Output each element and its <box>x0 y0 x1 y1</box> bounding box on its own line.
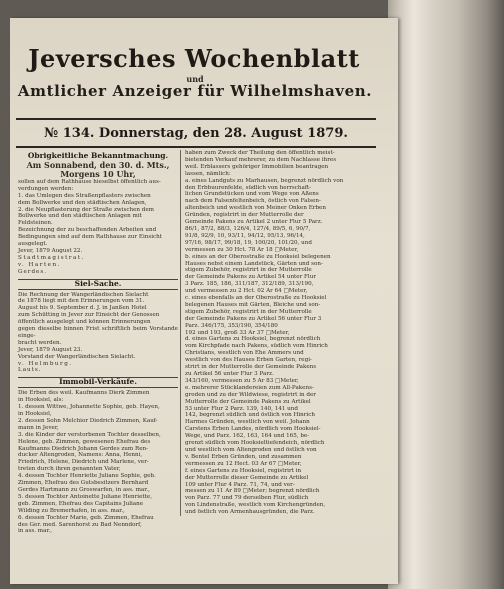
text-line: 6. dessen Tochter Marie, geb. Zimmen, Ehefrau <box>18 514 154 521</box>
text-line: Wilding zu Bremerhafen, in ass. mar., <box>18 507 125 514</box>
text-line: 3. die Kinder der verstorbenen Tochter desselben, <box>18 431 161 438</box>
text-line: Christians, westlich von Ehe Ammers und <box>185 350 304 357</box>
text-line: messen zu 11 Ar 89 □Meter; begrenzt nördlich <box>185 488 320 495</box>
text-line: in Hooksiel, <box>18 411 52 417</box>
text-line: Bollwerke und den städtischen Anlagen mit <box>18 213 142 220</box>
text-line: und vermessen zu 2 Hct. 02 Ar 64 □Meter, <box>185 288 308 295</box>
text-line: Bedingungen sind auf dem Rathhause zur Einsicht <box>18 234 162 241</box>
text-line: zu Artikel 56 unter Flur 3 Parz. <box>185 371 274 377</box>
text-line: dem Bollwerke und den städtischen Anlagen, <box>18 199 147 206</box>
header-rule-top <box>16 118 376 120</box>
text-line: Feldsteinen. <box>18 220 53 227</box>
signature: Gerdes. <box>18 268 47 275</box>
text-line: und östlich von Armenhausgründen, die Parz. <box>185 509 315 516</box>
text-line: 109 unter Flur 4 Parz. 71, 74, und ver- <box>185 481 295 488</box>
text-line: Gründen, registrirt in der Mutterrolle der <box>185 212 304 219</box>
text-line: bietenden Verkauf mehrerer, zu dem Nachlasse ihres <box>185 156 337 163</box>
text-line: gegen dieselbe binnen Frist schriftlich beim Vorstande einge- <box>18 326 178 339</box>
text-line: des Ger. med. Sarenhorst zu Bad Nenndorf, <box>18 521 142 528</box>
text-line: 192 und 193, groß 33 Ar 37 □Meter, <box>185 329 290 336</box>
text-line: Mutterrolle der Gemeinde Pakens zu Artikel <box>185 398 311 405</box>
text-line: 91/8, 92/9, 10, 93/11, 94/12, 95/13, 96/14, <box>185 232 305 239</box>
text-line: strirt in der Mutterrolle der Gemeinde Pakens <box>185 364 317 371</box>
text-line: lichen Grundstücken und vom Wege von Aßens <box>185 191 319 198</box>
newspaper-page <box>10 18 398 584</box>
text-line: 343/160, vermessen zu 5 Ar 83 □Meter, <box>185 377 299 384</box>
text-line: vermessen zu 30 Hct. 78 Ar 18 □Meter, <box>185 246 299 253</box>
text-line: geb. Zimmen, Ehefrau des Capitains Juliane <box>18 500 144 507</box>
text-line: 1. das Umlegen des Straßenpflasters zwischen <box>18 192 151 199</box>
text-line: Die Erben des weil. Kaufmanns Dierk Zimmen <box>18 390 150 397</box>
section-heading: Immobil-Verkäufe. <box>18 377 178 388</box>
text-line: stigem Zubehör, registrirt in der Mutterrolle <box>185 308 312 315</box>
text-line: Parz. 346/175, 353/190, 354/180 <box>185 322 278 329</box>
text-line: den Erbbuurenfelde, südlich von herrschaft- <box>185 184 312 191</box>
text-line: vom Kirchpfade nach Pakens, südlich vom Hinrich <box>185 343 328 350</box>
text-line: nach dem Falsenfeltenbeich, östlich von Falsen- <box>185 198 321 205</box>
text-line: c. eines ebenfalls an der Oberostraße zu Hooksiel <box>185 295 327 302</box>
text-line: 1. dessen Wittwe, Johannette Sophie, geb. Hayen, <box>18 404 160 411</box>
text-line: zum Schütting in Jever zur Einsicht der Genossen <box>18 312 160 319</box>
text-line: in ass. mar., <box>18 528 53 535</box>
text-line: grenzt südlich vom Hooksieltiefendeich, nördlich <box>185 440 325 447</box>
notice-date: Am Sonnabend, den 30. d. Mts., Morgens 10 Uhr, <box>26 159 170 179</box>
text-line: 5. dessen Tochter Antoinette Juliane Henriette, <box>18 493 152 500</box>
text-line: d. eines Gartens zu Hooksiel, begrenzt nördlich <box>185 336 321 343</box>
section-heading: Siel-Sache. <box>18 279 178 290</box>
text-line: Zimmen, Ehefrau des Gutsbesitzers Bernhard <box>18 480 149 487</box>
book-page-edges <box>388 0 504 589</box>
text-line: Jever, 1879 August 22. <box>18 247 83 254</box>
text-line: e. mehrerer Stücklandereien zum All-Pakens- <box>185 384 314 391</box>
text-line: 86/1, 87/2, 88/3, 126/4, 127/4, 89/5, 6, 90/7, <box>185 225 311 232</box>
right-column <box>180 150 379 516</box>
section-heading: Obrigkeitliche Bekanntmachung. <box>27 151 169 160</box>
text-line: belegenen Hauses mit Gärten, Bleiche und son- <box>185 301 321 308</box>
text-line: altenbeich und westlich von Meiner Onken Erben <box>185 205 326 212</box>
text-line: bracht werden. <box>18 339 62 346</box>
text-line: Carstens Erben Landes, nördlich vom Hooksiel- <box>185 426 321 433</box>
text-line: Gemeinde Pakens zu Artikel 2 unter Flur 5 Parz. <box>185 219 323 226</box>
text-line: weil. Erblassers gehöriger Immobilien beantragen <box>185 163 329 170</box>
signature: Stadtmagistrat. <box>18 254 85 261</box>
text-line: 4. dessen Tochter Henriette Juliane Sophie, geb. <box>18 473 156 480</box>
text-line: mann in Jever, <box>18 424 59 431</box>
masthead-subtitle: Amtlicher Anzeiger für Wilhelmshaven. <box>17 82 373 100</box>
text-line: von Lindenstraße, westlich vom Kirchengründen, <box>185 502 326 509</box>
text-line: Harmes Gründen, westlich von weil. Johann <box>185 419 310 426</box>
text-line: Jever, 1879 August 23. <box>18 346 83 353</box>
text-line: 2. die Neupflasterung der Straße zwischen dem <box>18 206 154 213</box>
text-line: b. eines an der Oberostraße zu Hooksiel belegenen <box>185 253 331 260</box>
signature: Lauts. <box>18 367 42 374</box>
text-line: Wege, und Parz. 162, 163, 164 und 165, be- <box>185 433 310 440</box>
text-line: groden und zu der Wildwiese, registrirt in der <box>185 391 316 398</box>
text-line: Helene, geb. Zimmen, gewesenen Ehefrau des <box>18 438 151 445</box>
text-line: Die Rechnung der Wangerländischen Sielacht <box>18 291 149 298</box>
text-line: öffentlich ausgelegt und können Erinnerungen <box>18 319 151 326</box>
signature: v. Helmburg. <box>18 360 73 367</box>
signature: v. Harten. <box>18 261 61 268</box>
text-line: und westlich vom Altengroden und östlich von <box>185 446 317 453</box>
text-line: in Hooksiel, als: <box>18 397 64 404</box>
text-line: 3 Parz. 185, 186, 311/187, 312/189, 313/190, <box>185 281 314 288</box>
text-line: westlich von des Hauses Erben Garten, regi- <box>185 357 312 364</box>
text-line: Gerdes Hartmann zu Groswarfen, in ass. mar., <box>18 486 150 493</box>
header-rule-bottom <box>16 146 376 148</box>
text-line: haben zum Zweck der Theilung den öffentlich meist- <box>185 150 335 156</box>
text-line: 142, begrenzt südlich und östlich von Hinrich <box>185 412 315 419</box>
text-line: f. eines Gartens zu Hooksiel, registrirt in <box>185 467 302 474</box>
text-line: 97/16, 98/17, 99/18, 19, 100/20, 101/20, und <box>185 239 312 246</box>
text-line: von Parz. 77 und 79 derselben Flur, südlich <box>185 495 309 502</box>
text-line: treten durch ihren genannten Vater, <box>18 466 121 473</box>
text-line: ausgelegt. <box>18 241 48 248</box>
left-column <box>18 152 178 535</box>
issue-line: № 134. Donnerstag, den 28. August 1879. <box>44 126 348 141</box>
text-line: Hauses nebst einem Landstück, Gärten und son- <box>185 260 323 267</box>
text-line: August bis 9. September d. J. in Janßen Hotel <box>18 305 147 312</box>
text-line: der Gemeinde Pakens zu Artikel 54 unter Flur <box>185 274 316 281</box>
text-line: verdungen werden: <box>18 185 74 192</box>
text-line: ducker Altengroden, Namens: Anna, Henni, <box>18 452 143 459</box>
text-line: a. eines Landguts zu Marhausen, begrenzt nördlich von <box>185 177 344 184</box>
text-line: de 1878 liegt mit den Erinnerungen vom 31. <box>18 298 145 305</box>
text-line: der Gemeinde Pakens zu Artikel 56 unter Flur 3 <box>185 315 322 322</box>
text-line: stigem Zubehör, registrirt in der Mutterrolle <box>185 267 312 274</box>
text-line: Bezeichnung der zu beschaffenden Arbeiten und <box>18 227 157 234</box>
text-line: vermessen zu 12 Hect. 03 Ar 67 □Meter, <box>185 460 302 467</box>
text-line: 2. dessen Sohn Melchior Diedrich Zimmen, Kauf- <box>18 417 158 424</box>
text-line: Kaufmanns Diedrich Johann Gerdes zum Ren- <box>18 445 148 452</box>
text-line: lassen, nämlich: <box>185 170 231 177</box>
text-line: der Mutterrolle dieser Gemeinde zu Artikel <box>185 474 309 481</box>
text-line: 53 unter Flur 2 Parz. 139, 140, 141 und <box>185 405 298 412</box>
masthead-conjunction: und <box>186 74 204 84</box>
masthead-title: Jeversches Wochenblatt <box>28 44 360 73</box>
text-line: Friedrich, Helene, Diedrich und Marlene, ver- <box>18 459 149 466</box>
text-line: Vorstand der Wangerländischen Sielacht. <box>18 353 136 360</box>
text-line: sollen auf dem Rathhause hieselbst öffentlich aus- <box>18 178 161 185</box>
text-line: v. Bentel Erben Gründen, und zusammen <box>185 453 302 460</box>
